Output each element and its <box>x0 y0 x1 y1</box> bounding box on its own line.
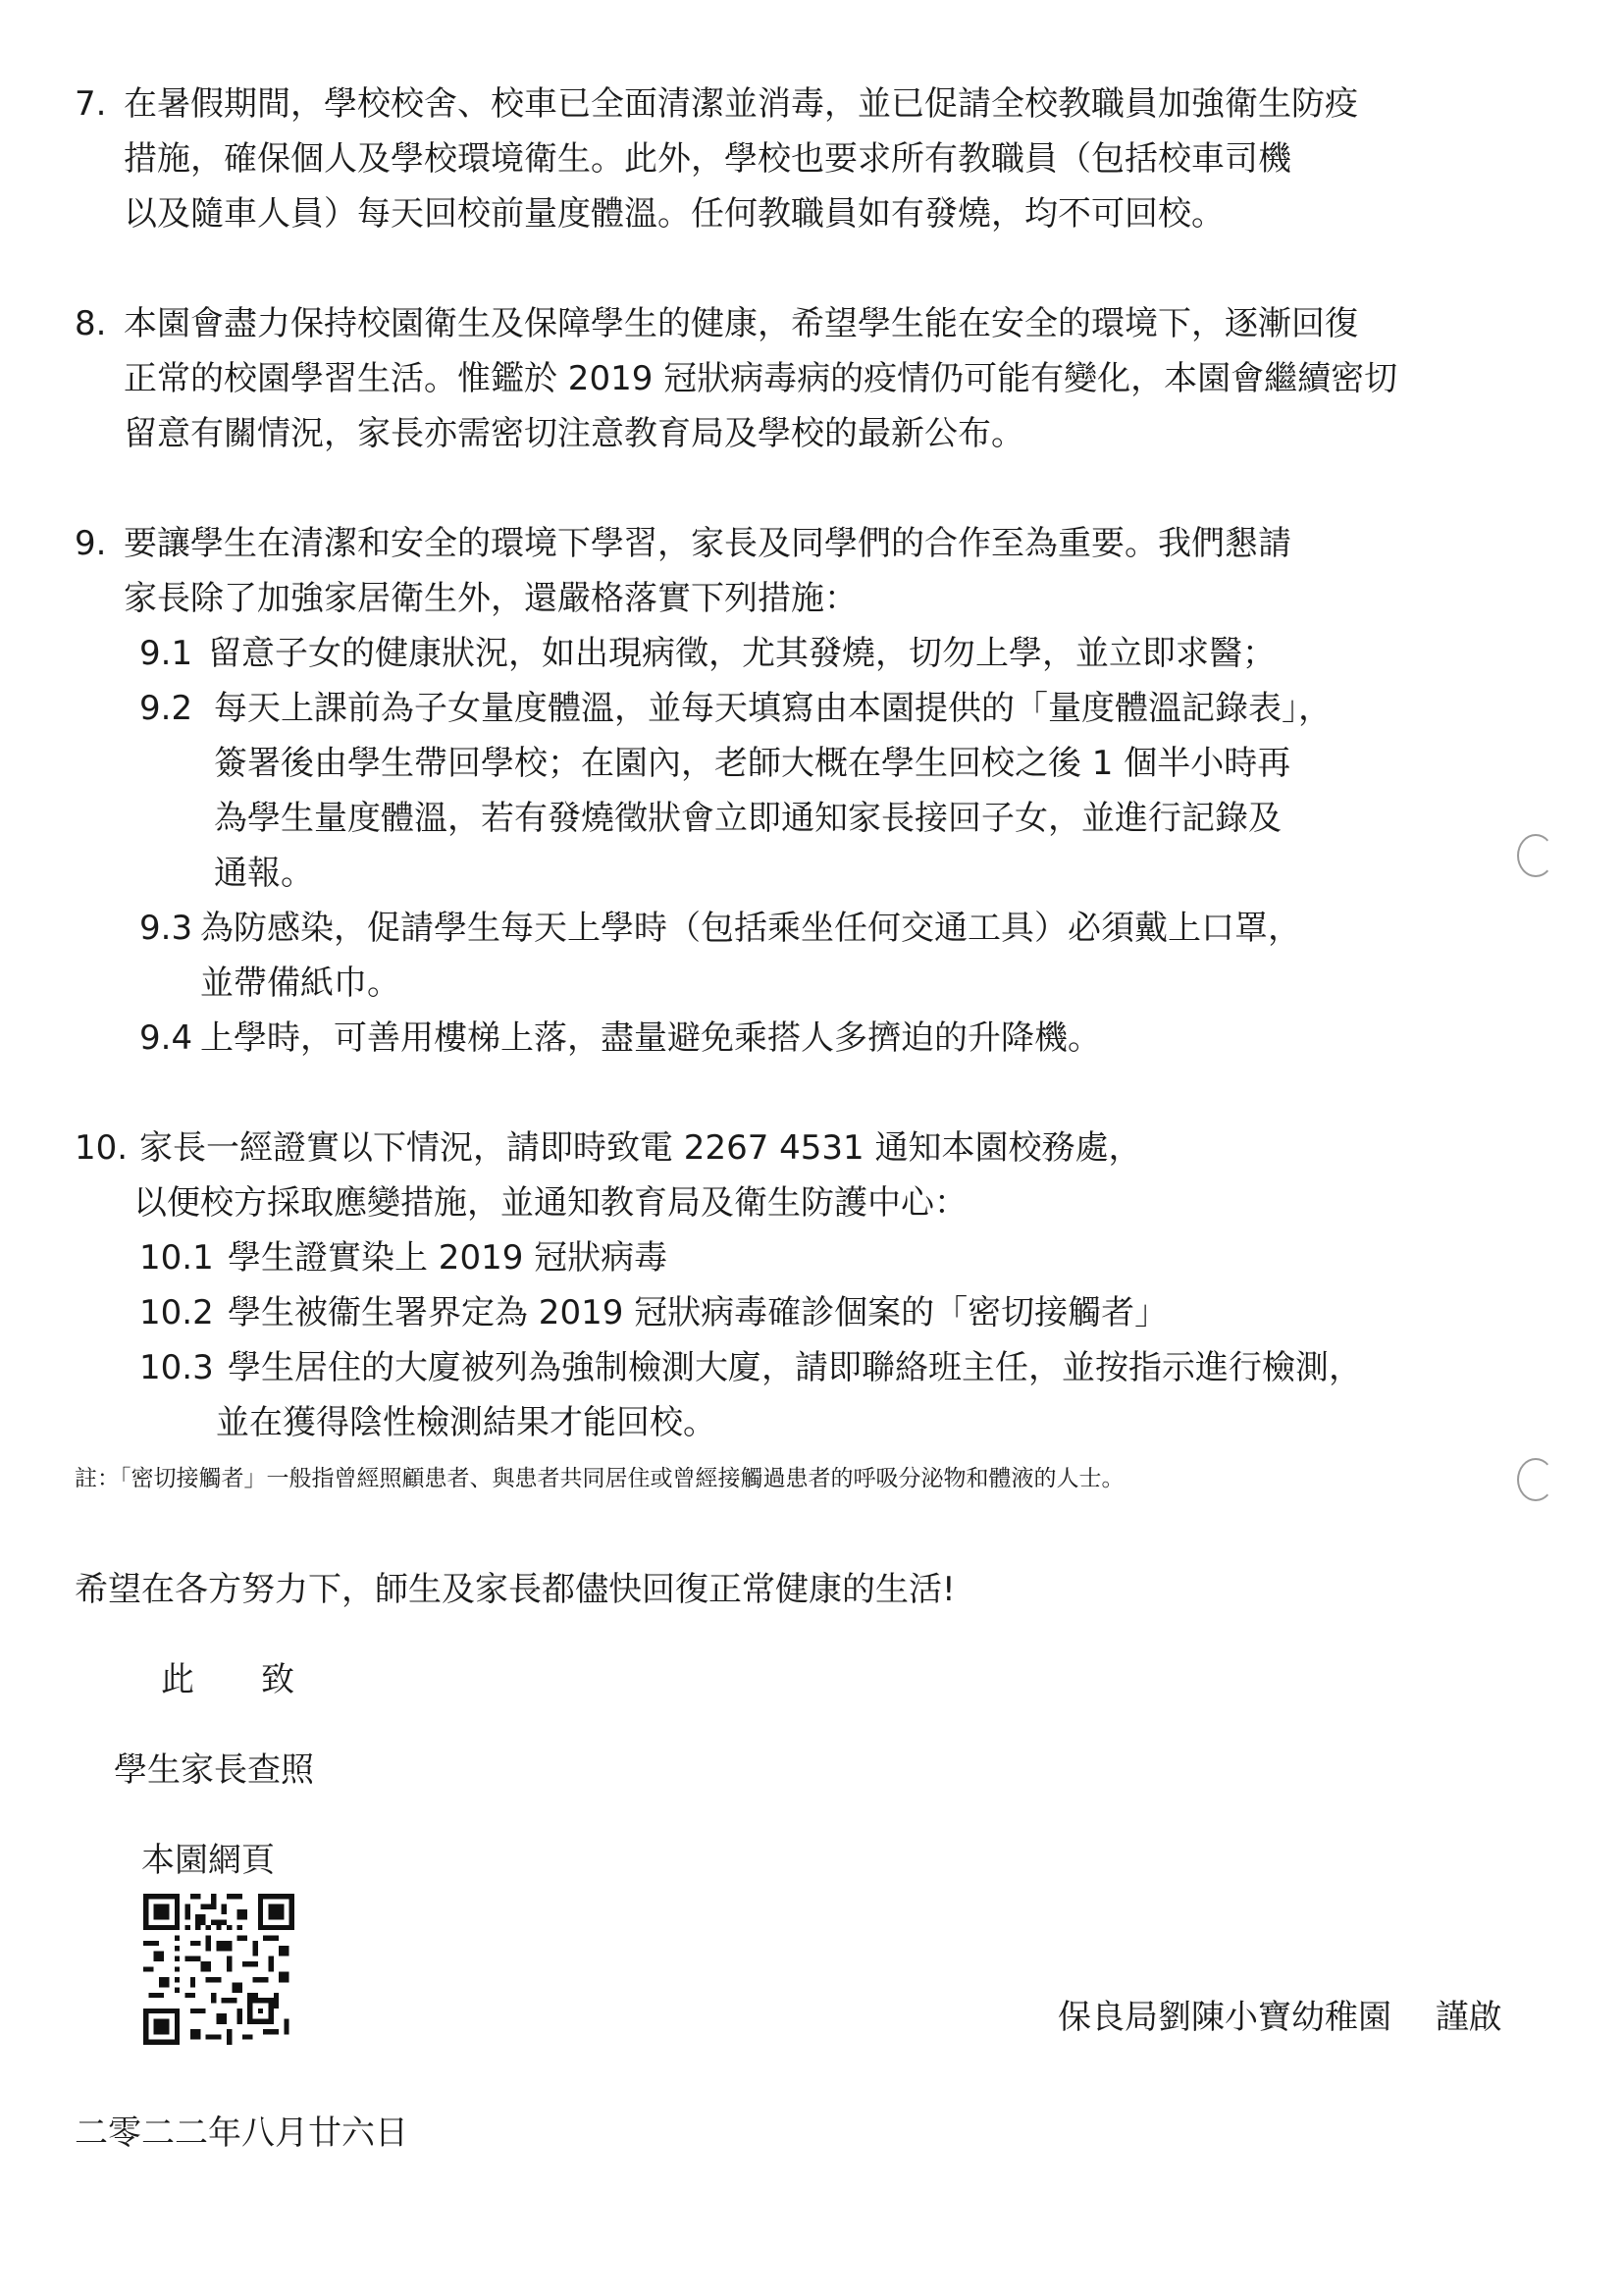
item-9-3-line-1: 為防感染，促請學生每天上學時（包括乘坐任何交通工具）必須戴上口罩， <box>200 909 1301 948</box>
item-10-1-number: 10.1 <box>139 1238 214 1278</box>
qr-finder-top-right <box>258 1894 294 1930</box>
item-10-3-line-1: 學生居住的大廈被列為強制檢測大廈，請即聯絡班主任，並按指示進行檢測， <box>228 1348 1362 1387</box>
footnote: 註：「密切接觸者」一般指曾經照顧患者、與患者共同居住或曾經接觸過患者的呼吸分泌物和體液的人士。 <box>75 1466 1125 1491</box>
item-10-2-number: 10.2 <box>139 1293 214 1332</box>
item-10-1-line-1: 學生證實染上 2019 冠狀病毒 <box>228 1238 668 1278</box>
item-9-2-line-3: 為學生量度體溫，若有發燒徵狀會立即通知家長接回子女，並進行記錄及 <box>214 799 1282 838</box>
sender-signature: 保良局劉陳小寶幼稚園 謹啟 <box>1058 1998 1502 2037</box>
item-7-line-3: 以及隨車人員）每天回校前量度體溫。任何教職員如有發燒，均不可回校。 <box>124 194 1225 234</box>
item-9-2-line-4: 通報。 <box>214 854 314 893</box>
item-9-2-line-2: 簽署後由學生帶回學校；在園內，老師大概在學生回校之後 1 個半小時再 <box>214 744 1291 783</box>
salutation: 此 致 <box>161 1660 294 1699</box>
qr-finder-bottom-left <box>143 2009 180 2045</box>
item-8-line-2: 正常的校園學習生活。惟鑑於 2019 冠狀病毒病的疫情仍可能有變化，本園會繼續密切 <box>124 359 1398 398</box>
addressee: 學生家長查照 <box>114 1750 314 1790</box>
item-9-1-line-1: 留意子女的健康狀況，如出現病徵，尤其發燒，切勿上學，並立即求醫； <box>208 634 1276 673</box>
item-10-line-1: 家長一經證實以下情況，請即時致電 2267 4531 通知本園校務處， <box>139 1128 1142 1168</box>
punch-hole-mark-2 <box>1517 1458 1554 1501</box>
item-8-number: 8. <box>75 304 107 343</box>
item-7-number: 7. <box>75 84 107 124</box>
item-9-2-line-1: 每天上課前為子女量度體溫，並每天填寫由本園提供的「量度體溫記錄表」， <box>214 689 1332 728</box>
item-9-line-2: 家長除了加強家居衛生外，還嚴格落實下列措施： <box>124 579 858 618</box>
item-10-line-2: 以便校方採取應變措施，並通知教育局及衛生防護中心： <box>133 1183 968 1223</box>
item-10-3-line-2: 並在獲得陰性檢測結果才能回校。 <box>216 1403 716 1442</box>
qr-label: 本園網頁 <box>141 1841 275 1880</box>
item-10-3-number: 10.3 <box>139 1348 214 1387</box>
item-9-3-number: 9.3 <box>139 909 193 948</box>
item-10-2-line-1: 學生被衞生署界定為 2019 冠狀病毒確診個案的「密切接觸者」 <box>228 1293 1169 1332</box>
item-9-line-1: 要讓學生在清潔和安全的環境下學習，家長及同學們的合作至為重要。我們懇請 <box>124 524 1291 563</box>
item-7-line-1: 在暑假期間，學校校舍、校車已全面清潔並消毒，並已促請全校教職員加強衛生防疫 <box>124 84 1358 124</box>
closing-remark: 希望在各方努力下，師生及家長都儘快回復正常健康的生活! <box>75 1570 956 1609</box>
punch-hole-mark-1 <box>1517 834 1554 877</box>
item-7-line-2: 措施，確保個人及學校環境衛生。此外，學校也要求所有教職員（包括校車司機 <box>124 139 1291 179</box>
issue-date: 二零二二年八月廿六日 <box>75 2113 408 2153</box>
item-8-line-3: 留意有關情況，家長亦需密切注意教育局及學校的最新公布。 <box>124 414 1024 453</box>
item-8-line-1: 本園會盡力保持校園衛生及保障學生的健康，希望學生能在安全的環境下，逐漸回復 <box>124 304 1358 343</box>
item-9-2-number: 9.2 <box>139 689 193 728</box>
website-qr-code[interactable] <box>143 1894 294 2045</box>
item-9-3-line-2: 並帶備紙巾。 <box>200 964 400 1003</box>
qr-finder-top-left <box>143 1894 180 1930</box>
item-9-4-line-1: 上學時，可善用樓梯上落，盡量避免乘搭人多擠迫的升降機。 <box>200 1018 1101 1058</box>
item-9-1-number: 9.1 <box>139 634 193 673</box>
item-10-number: 10. <box>75 1128 129 1168</box>
item-9-number: 9. <box>75 524 107 563</box>
item-9-4-number: 9.4 <box>139 1018 193 1058</box>
